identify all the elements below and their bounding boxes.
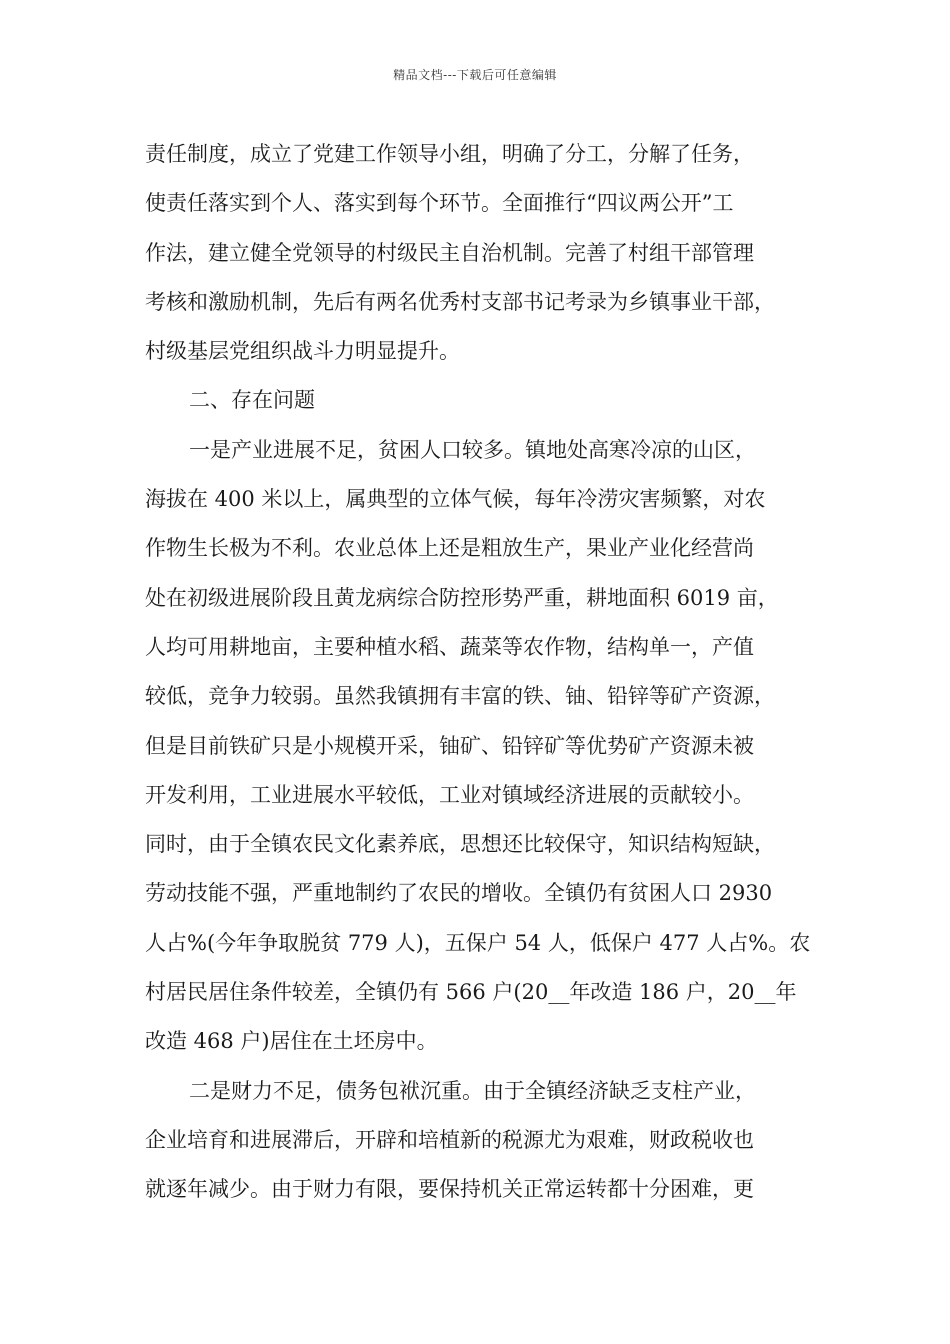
text-line: 但是目前铁矿只是小规模开采，铀矿、铅锌矿等优势矿产资源未被 [145, 733, 754, 758]
text-line: 开发利用，工业进展水平较低，工业对镇域经济进展的贡献较小。 [145, 782, 754, 807]
document-body [145, 130, 825, 1215]
text-line: 海拔在 400 米以上，属典型的立体气候，每年冷涝灾害频繁，对农 [145, 487, 766, 512]
paragraph-first-line: 一是产业进展不足，贫困人口较多。镇地处高寒冷凉的山区， [189, 437, 756, 462]
page-header: 精品文档---下载后可任意编辑 [393, 68, 557, 82]
text-line: 人均可用耕地亩，主要种植水稻、蔬菜等农作物，结构单一，产值 [145, 634, 754, 659]
text-line: 使责任落实到个人、落实到每个环节。全面推行“四议两公开”工 [145, 191, 734, 216]
text-line: 同时，由于全镇农民文化素养底，思想还比较保守，知识结构短缺， [145, 832, 775, 857]
text-line: 改造 468 户)居住在土坯房中。 [145, 1029, 438, 1054]
text-line: 企业培育和进展滞后，开辟和培植新的税源尤为艰难，财政税收也 [145, 1127, 754, 1152]
text-line: 较低，竞争力较弱。虽然我镇拥有丰富的铁、铀、铅锌等矿产资源， [145, 684, 775, 709]
text-line: 人占%(今年争取脱贫 779 人)，五保户 54 人，低保户 477 人占%。农 [145, 930, 811, 955]
text-line: 处在初级进展阶段且黄龙病综合防控形势严重，耕地面积 6019 亩， [145, 585, 779, 610]
text-line: 考核和激励机制，先后有两名优秀村支部书记考录为乡镇事业干部， [145, 289, 775, 314]
text-line: 就逐年减少。由于财力有限，要保持机关正常运转都十分困难，更 [145, 1177, 754, 1202]
text-line: 作物生长极为不利。农业总体上还是粗放生产，果业产业化经营尚 [145, 536, 754, 561]
section-heading: 二、存在问题 [189, 388, 315, 413]
text-line: 劳动技能不强，严重地制约了农民的增收。全镇仍有贫困人口 2930 [145, 881, 773, 906]
text-line: 作法，建立健全党领导的村级民主自治机制。完善了村组干部管理 [145, 240, 754, 265]
paragraph-first-line: 二是财力不足，债务包袱沉重。由于全镇经济缺乏支柱产业， [189, 1078, 756, 1103]
text-line: 责任制度，成立了党建工作领导小组，明确了分工，分解了任务， [145, 142, 754, 166]
text-line: 村级基层党组织战斗力明显提升。 [145, 339, 460, 364]
text-line: 村居民居住条件较差，全镇仍有 566 户(20__年改造 186 户，20__年 [145, 980, 797, 1005]
